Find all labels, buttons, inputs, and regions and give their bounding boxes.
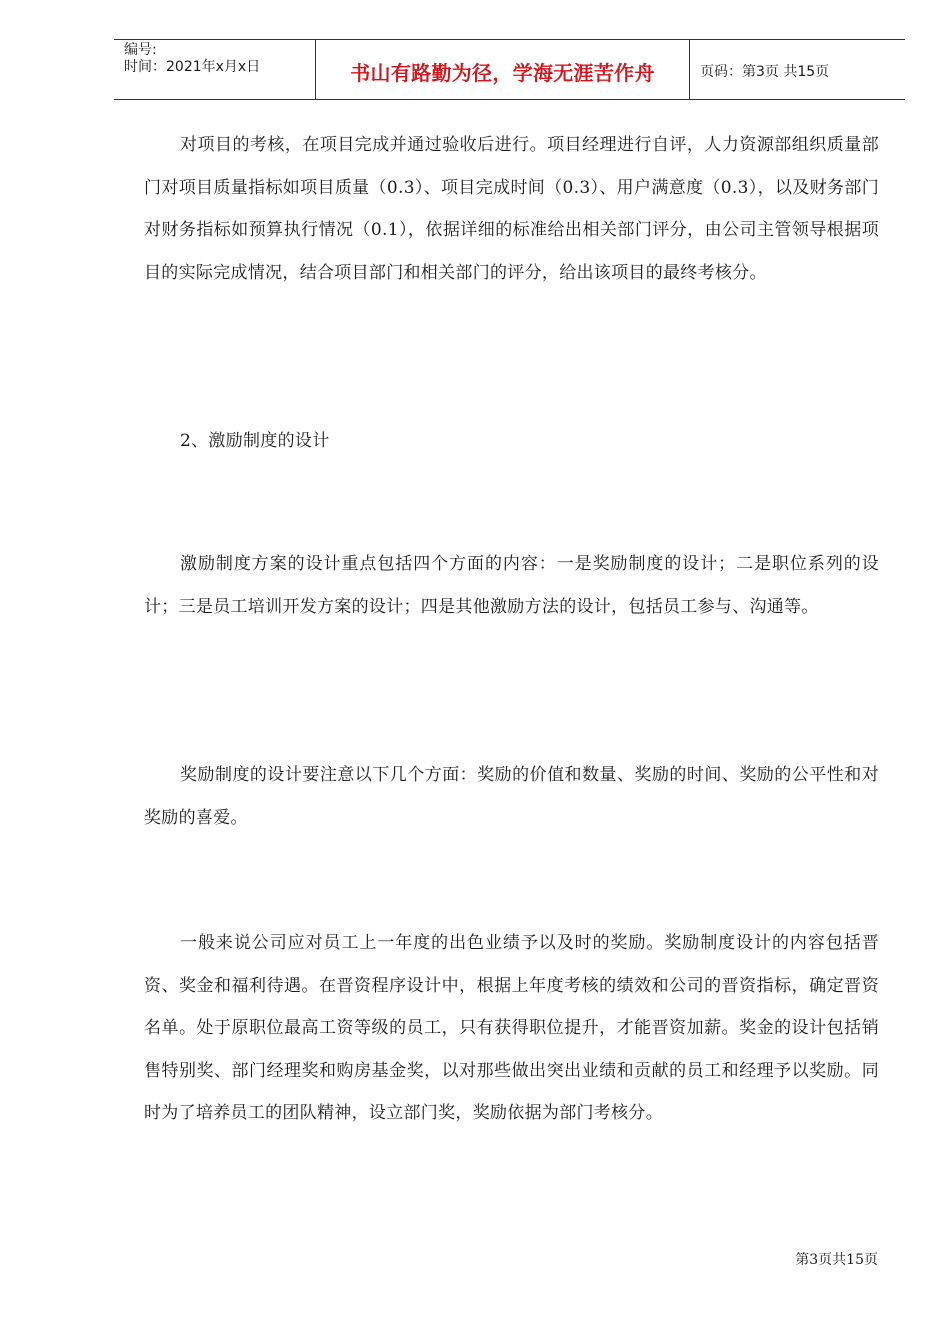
page-number-label: 页码：第3页 共15页 bbox=[700, 64, 830, 80]
serial-number-label: 编号: bbox=[124, 42, 157, 58]
paragraph-annual-rewards: 一般来说公司应对员工上一年度的出色业绩予以及时的奖励。奖励制度设计的内容包括晋资、奖金和福利待遇。在晋资程序设计中，根据上年度考核的绩效和公司的晋资指标，确定晋资名单。处于原职位最高工资等级的员工，只有获得职位提升，才能晋资加薪。奖金的设计包括销售特别奖、部门经理奖和购房基金奖，以对那些做出突出业绩和贡献的员工和经理予以奖励。同时为了培养员工的团队精神，设立部门奖，奖励依据为部门考核分。 bbox=[144, 933, 879, 1123]
header-motto-cell bbox=[316, 40, 690, 99]
paragraph-project-assessment: 对项目的考核，在项目完成并通过验收后进行。项目经理进行自评，人力资源部组织质量部门对项目质量指标如项目质量（0.3）、项目完成时间（0.3）、用户满意度（0.3），以及财务部门对财务指标如预算执行情况（0.1），依据详细的标准给出相关部门评分，由公司主管领导根据项目的实际完成情况，结合项目部门和相关部门的评分，给出该项目的最终考核分。 bbox=[144, 135, 879, 283]
motto-text: 书山有路勤为径，学海无涯苦作舟 bbox=[350, 60, 655, 85]
header-page-cell bbox=[690, 40, 905, 99]
section-heading: 2、激励制度的设计 bbox=[180, 431, 330, 451]
header-meta-cell bbox=[114, 40, 316, 99]
paragraph-reward-considerations: 奖励制度的设计要注意以下几个方面：奖励的价值和数量、奖励的时间、奖励的公平性和对奖励的喜爱。 bbox=[144, 765, 879, 828]
paragraph-incentive-design: 激励制度方案的设计重点包括四个方面的内容：一是奖励制度的设计；二是职位系列的设计；三是员工培训开发方案的设计；四是其他激励方法的设计，包括员工参与、沟通等。 bbox=[144, 554, 879, 617]
page-footer: 第3页共15页 bbox=[795, 1252, 878, 1268]
page-header bbox=[114, 39, 905, 100]
date-label: 时间：2021年x月x日 bbox=[124, 59, 261, 75]
